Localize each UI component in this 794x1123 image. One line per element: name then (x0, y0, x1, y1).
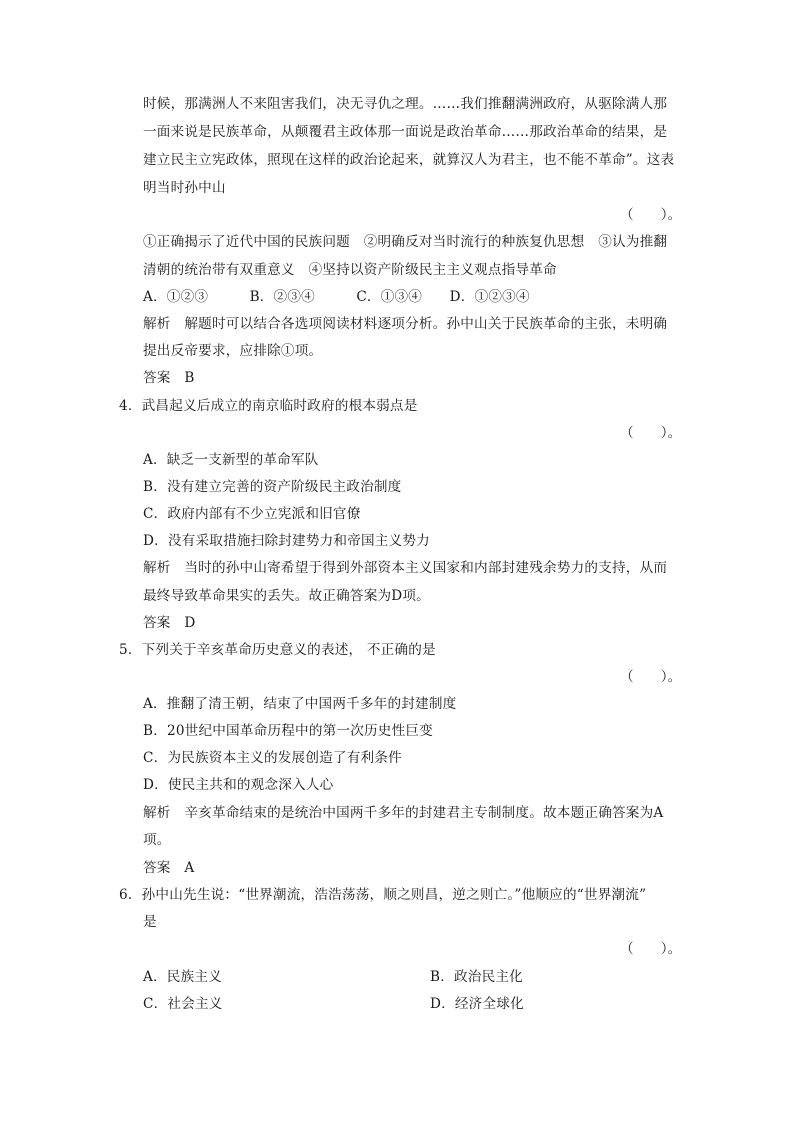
q3-answer-blank: （ ）。 (620, 207, 682, 223)
q4-answer: 答案 D (143, 615, 196, 631)
q5-option-d: D．使民主共和的观念深入人心 (143, 777, 334, 793)
q4-answer-blank: （ ）。 (620, 425, 682, 441)
q4-option-c: C．政府内部有不少立宪派和旧官僚 (143, 506, 361, 522)
q6-option-b: B．政治民主化 (430, 969, 523, 985)
q3-options: A．①②③ B．②③④ C．①③④ D．①②③④ (143, 289, 530, 305)
q3-statements-line-2: 清朝的统治带有双重意义 ④坚持以资产阶级民主主义观点指导革命 (143, 262, 557, 278)
q5-answer-blank: （ ）。 (620, 669, 682, 685)
q6-option-a: A．民族主义 (143, 969, 222, 985)
q4-analysis-line-1: 解析 当时的孙中山寄希望于得到外部资本主义国家和内部封建残余势力的支持，从而 (143, 560, 668, 576)
q3-statements-line-1: ①正确揭示了近代中国的民族问题 ②明确反对当时流行的种族复仇思想 ③认为推翻 (143, 234, 668, 250)
q3-stem-line-3: 建立民主立宪政体，照现在这样的政治论起来，就算汉人为君主，也不能不革命”。这表 (143, 152, 675, 168)
q5-analysis-line-2: 项。 (143, 832, 171, 848)
q5-option-c: C．为民族资本主义的发展创造了有利条件 (143, 750, 402, 766)
q3-stem-line-2: 一面来说是民族革命，从颠覆君主政体那一面说是政治革命……那政治革命的结果，是 (143, 124, 668, 140)
q5-stem: 5．下列关于辛亥革命历史意义的表述， 不正确的是 (119, 642, 436, 658)
q6-stem-line-1: 6．孙中山先生说：“世界潮流，浩浩荡荡，顺之则昌，逆之则亡。”他顺应的“世界潮流” (119, 887, 647, 903)
q4-option-a: A．缺乏一支新型的革命军队 (143, 452, 319, 468)
q3-analysis-line-1: 解析 解题时可以结合各选项阅读材料逐项分析。孙中山关于民族革命的主张，未明确 (143, 316, 668, 332)
q3-answer: 答案 B (143, 370, 195, 386)
q4-option-b: B．没有建立完善的资产阶级民主政治制度 (143, 479, 402, 495)
q5-option-b: B．20世纪中国革命历程中的第一次历史性巨变 (143, 723, 433, 739)
q3-stem-line-1: 时候，那满洲人不来阻害我们，决无寻仇之理。……我们推翻满洲政府，从驱除满人那 (143, 96, 668, 112)
q6-answer-blank: （ ）。 (620, 941, 682, 957)
q4-analysis-line-2: 最终导致革命果实的丢失。故正确答案为D项。 (143, 588, 430, 604)
q5-answer: 答案 A (143, 860, 195, 876)
q6-stem-line-2: 是 (143, 914, 157, 930)
q4-option-d: D．没有采取措施扫除封建势力和帝国主义势力 (143, 533, 430, 549)
q4-stem: 4．武昌起义后成立的南京临时政府的根本弱点是 (119, 398, 418, 414)
q3-stem-line-4: 明当时孙中山 (143, 180, 226, 196)
q3-analysis-line-2: 提出反帝要求，应排除①项。 (143, 343, 323, 359)
q5-option-a: A．推翻了清王朝，结束了中国两千多年的封建制度 (143, 696, 457, 712)
q6-option-d: D．经济全球化 (430, 996, 524, 1012)
q6-option-c: C．社会主义 (143, 996, 223, 1012)
q5-analysis-line-1: 解析 辛亥革命结束的是统治中国两千多年的封建君主专制制度。故本题正确答案为A (143, 805, 664, 821)
